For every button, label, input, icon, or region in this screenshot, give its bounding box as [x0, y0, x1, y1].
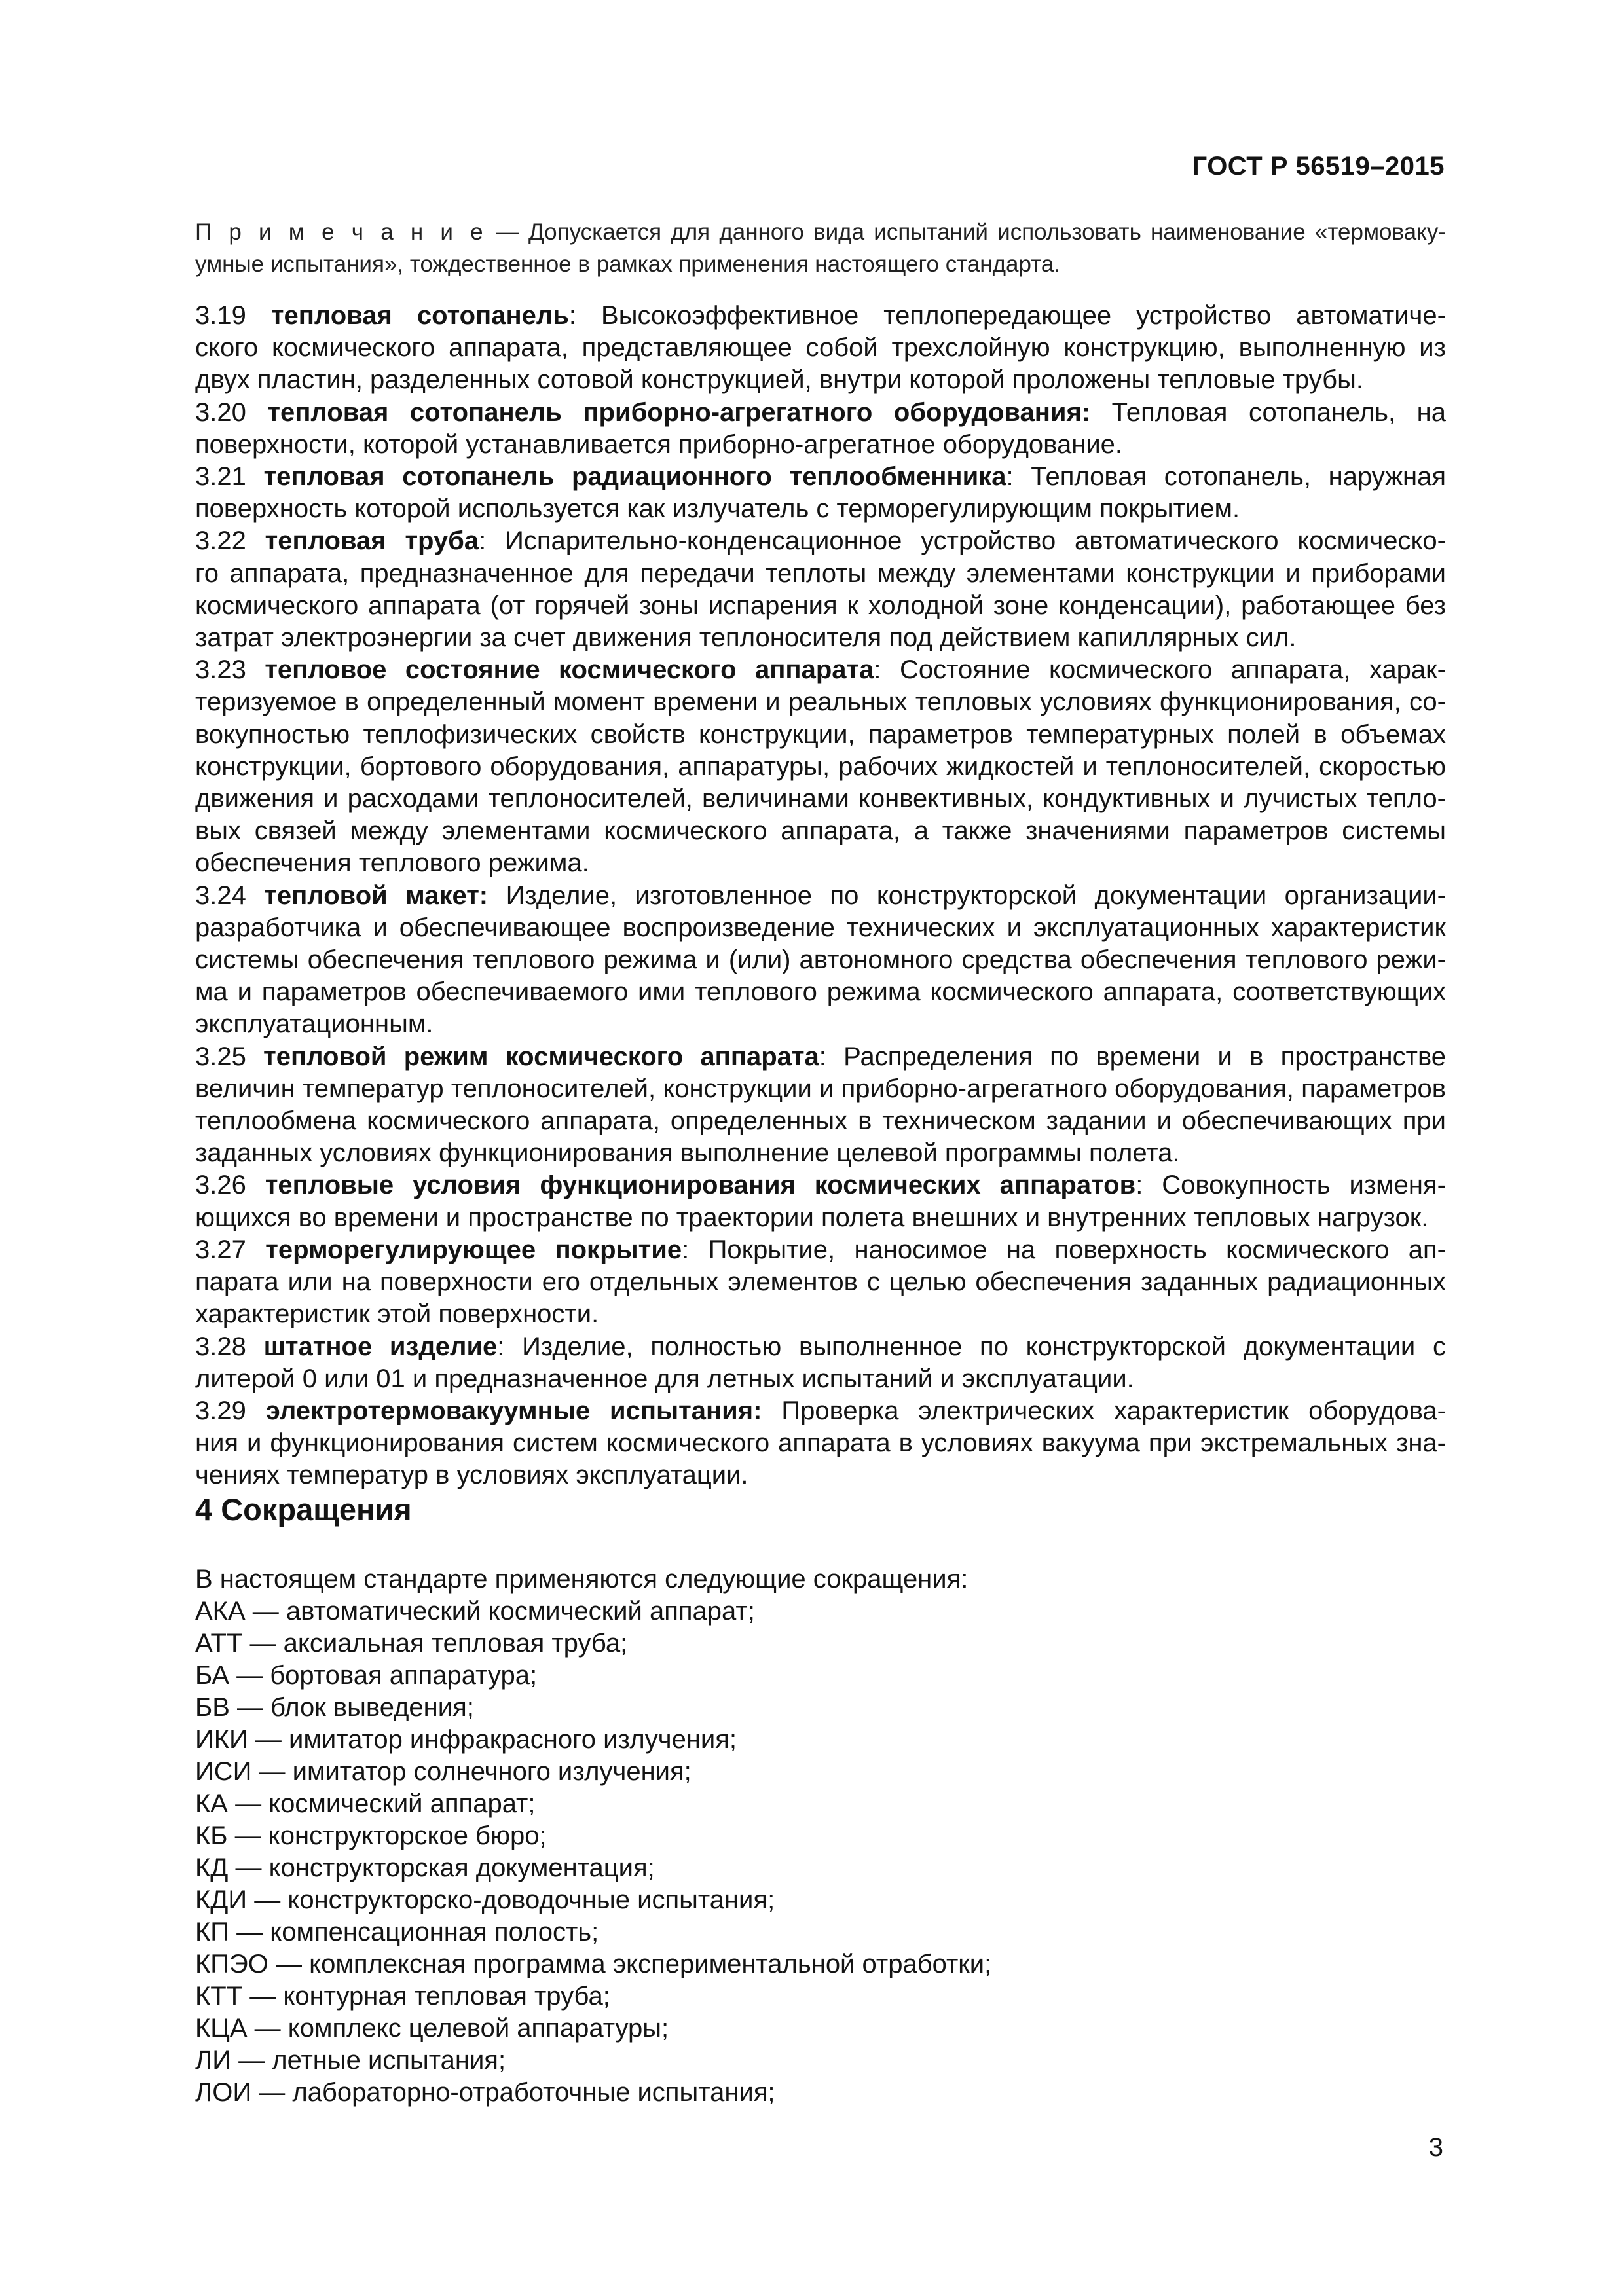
definition-line: разработчика и обеспечивающее воспроизведение технических и эксплуатационных характеристик: [195, 913, 1446, 942]
definition-term: тепловая сотопанель радиационного теплообменника: [263, 462, 1006, 492]
definition-line: ющихся во времени и пространстве по траектории полета внешних и внутренних тепловых нагрузок.: [195, 1203, 1429, 1232]
abbreviation-item: КПЭО — комплексная программа экспериментальной отработки;: [195, 1950, 992, 1978]
definition-line: [195, 461, 1446, 493]
definition-number: 3.21: [195, 462, 246, 492]
definition-line: [195, 880, 1446, 912]
abbreviation-item: БА — бортовая аппаратура;: [195, 1661, 538, 1690]
definition-text: : Изделие, полностью выполненное по конструкторской документации с: [497, 1332, 1446, 1361]
abbreviation-item: КДИ — конструкторско-доводочные испытания;: [195, 1886, 775, 1914]
definition-item: [195, 300, 1446, 397]
note-block: [195, 216, 1446, 280]
definition-line: поверхности, которой устанавливается приборно-агрегатное оборудование.: [195, 429, 1123, 459]
definition-number: 3.20: [195, 397, 246, 427]
definition-line: двух пластин, разделенных сотовой конструкцией, внутри которой проложены тепловые трубы.: [195, 365, 1363, 395]
definition-line: [195, 654, 1446, 686]
abbreviation-item: БВ — блок выведения;: [195, 1693, 474, 1722]
definition-text: Изделие, изготовленное по конструкторской документации организации-: [488, 881, 1446, 910]
definition-line: литерой 0 или 01 и предназначенное для летных испытаний и эксплуатации.: [195, 1364, 1134, 1393]
definition-term: тепловая сотопанель: [270, 301, 569, 330]
definition-item: [195, 397, 1446, 461]
standard-header: ГОСТ Р 56519–2015: [1192, 152, 1445, 181]
definition-line: [195, 1331, 1446, 1363]
definition-term: электротермовакуумные испытания:: [265, 1396, 762, 1425]
definition-number: 3.22: [195, 526, 246, 556]
definition-term: тепловое состояние космического аппарата: [265, 655, 874, 685]
definition-number: 3.25: [195, 1042, 246, 1071]
definition-number: 3.24: [195, 881, 246, 910]
definition-text: : Состояние космического аппарата, харак-: [874, 655, 1446, 685]
abbreviation-item: КЦА — комплекс целевой аппаратуры;: [195, 2014, 669, 2043]
note-label: П р и м е ч а н и е: [195, 219, 487, 245]
definitions-list: [195, 300, 1446, 1492]
abbreviation-item: ИСИ — имитатор солнечного излучения;: [195, 1757, 692, 1786]
definition-line: заданных условиях функционирования выполнение целевой программы полета.: [195, 1139, 1180, 1168]
definition-item: [195, 525, 1446, 654]
definition-line: характеристик этой поверхности.: [195, 1300, 599, 1329]
abbreviation-item: ИКИ — имитатор инфракрасного излучения;: [195, 1725, 737, 1754]
definition-item: [195, 880, 1446, 1041]
definition-term: тепловая труба: [265, 526, 479, 556]
definition-text: : Покрытие, наносимое на поверхность космического ап-: [682, 1235, 1446, 1264]
definition-line: чениях температур в условиях эксплуатации.: [195, 1461, 748, 1490]
definition-item: [195, 1169, 1446, 1233]
definition-term: тепловая сотопанель приборно-агрегатного оборудования:: [267, 397, 1091, 427]
abbreviation-item: КА — космический аппарат;: [195, 1789, 536, 1818]
definition-text: : Тепловая сотопанель, наружная: [1006, 462, 1446, 492]
definition-number: 3.27: [195, 1235, 246, 1264]
definition-line: величин температур теплоносителей, конструкции и приборно-агрегатного оборудования, параметров: [195, 1074, 1446, 1103]
definition-line: [195, 1234, 1446, 1266]
definition-line: обеспечения теплового режима.: [195, 848, 589, 878]
abbreviation-item: КД — конструкторская документация;: [195, 1853, 655, 1882]
definition-number: 3.23: [195, 655, 246, 685]
abbreviation-item: КБ — конструкторское бюро;: [195, 1821, 547, 1850]
section-intro: В настоящем стандарте применяются следующие сокращения:: [195, 1565, 969, 1594]
definition-term: терморегулирующее покрытие: [265, 1235, 682, 1264]
abbreviation-item: АКА — автоматический космический аппарат;: [195, 1597, 755, 1626]
definition-line: ма и параметров обеспечиваемого ими теплового режима космического аппарата, соответствующих: [195, 977, 1446, 1007]
definition-line: [195, 525, 1446, 557]
note-line: П р и м е ч а н и е — Допускается для данного вида испытаний использовать наименование «термоваку-: [195, 219, 1446, 245]
note-line: умные испытания», тождественное в рамках применения настоящего стандарта.: [195, 251, 1061, 277]
abbreviation-item: АТТ — аксиальная тепловая труба;: [195, 1629, 628, 1658]
definition-line: движения и расходами теплоносителей, величинами конвективных, кондуктивных и лучистых тепло-: [195, 784, 1446, 814]
abbreviation-item: КТТ — контурная тепловая труба;: [195, 1982, 610, 2011]
definition-number: 3.29: [195, 1396, 246, 1425]
definition-item: [195, 1234, 1446, 1331]
definition-item: [195, 461, 1446, 525]
definition-text: Проверка электрических характеристик оборудова-: [762, 1396, 1446, 1425]
definition-line: теплообмена космического аппарата, определенных в техническом задании и обеспечивающих при: [195, 1106, 1446, 1136]
definition-line: поверхность которой используется как излучатель с терморегулирующим покрытием.: [195, 494, 1240, 524]
definition-number: 3.28: [195, 1332, 246, 1361]
definition-line: го аппарата, предназначенное для передачи теплоты между элементами конструкции и приборами: [195, 558, 1446, 588]
definition-line: теризуемое в определенный момент времени и реальных тепловых условиях функционирования, со-: [195, 687, 1446, 717]
definition-item: [195, 1395, 1446, 1492]
definition-item: [195, 1331, 1446, 1395]
definition-text: : Совокупность изменя-: [1135, 1171, 1446, 1200]
definition-line: [195, 1041, 1446, 1073]
definition-item: [195, 1041, 1446, 1170]
definition-number: 3.26: [195, 1171, 246, 1200]
definition-line: эксплуатационным.: [195, 1010, 434, 1039]
abbreviation-item: КП — компенсационная полость;: [195, 1918, 599, 1946]
definition-term: тепловой режим космического аппарата: [263, 1042, 819, 1071]
definition-line: ского космического аппарата, представляющее собой трехслойную конструкцию, выполненную из: [195, 333, 1446, 363]
abbreviation-item: ЛОИ — лабораторно-отработочные испытания;: [195, 2078, 775, 2107]
definition-line: [195, 300, 1446, 332]
definition-item: [195, 654, 1446, 879]
definition-term: тепловой макет:: [264, 881, 489, 910]
definition-text: Тепловая сотопанель, на: [1090, 397, 1446, 427]
abbreviation-item: ЛИ — летные испытания;: [195, 2046, 506, 2075]
definition-line: [195, 397, 1446, 429]
definition-line: вокупностью теплофизических свойств конструкции, параметров температурных полей в объемах: [195, 720, 1446, 749]
abbreviations-block: [195, 1563, 991, 2109]
definition-line: ния и функционирования систем космического аппарата в условиях вакуума при экстремальных зна-: [195, 1429, 1446, 1458]
page-number: 3: [1428, 2133, 1443, 2162]
definition-line: затрат электроэнергии за счет движения теплоносителя под действием капиллярных сил.: [195, 623, 1297, 653]
section-title: 4 Сокращения: [195, 1492, 412, 1527]
definition-line: [195, 1169, 1446, 1201]
definition-text: : Высокоэффективное теплопередающее устройство автоматиче-: [568, 301, 1446, 330]
definition-line: парата или на поверхности его отдельных элементов с целью обеспечения заданных радиационных: [195, 1267, 1446, 1297]
definition-text: : Испарительно-конденсационное устройство автоматического космическо-: [479, 526, 1446, 556]
definition-term: штатное изделие: [263, 1332, 498, 1361]
definition-number: 3.19: [195, 301, 246, 330]
definition-line: вых связей между элементами космического аппарата, а также значениями параметров системы: [195, 816, 1446, 846]
definition-line: системы обеспечения теплового режима и (или) автономного средства обеспечения теплового режи-: [195, 945, 1446, 975]
definition-line: [195, 1395, 1446, 1427]
definition-line: космического аппарата (от горячей зоны испарения к холодной зоне конденсации), работающее без: [195, 591, 1446, 620]
definition-term: тепловые условия функционирования космических аппаратов: [265, 1171, 1136, 1200]
definition-text: : Распределения по времени и в пространстве: [819, 1042, 1446, 1071]
definition-line: конструкции, бортового оборудования, аппаратуры, рабочих жидкостей и теплоносителей, скоростью: [195, 752, 1446, 781]
